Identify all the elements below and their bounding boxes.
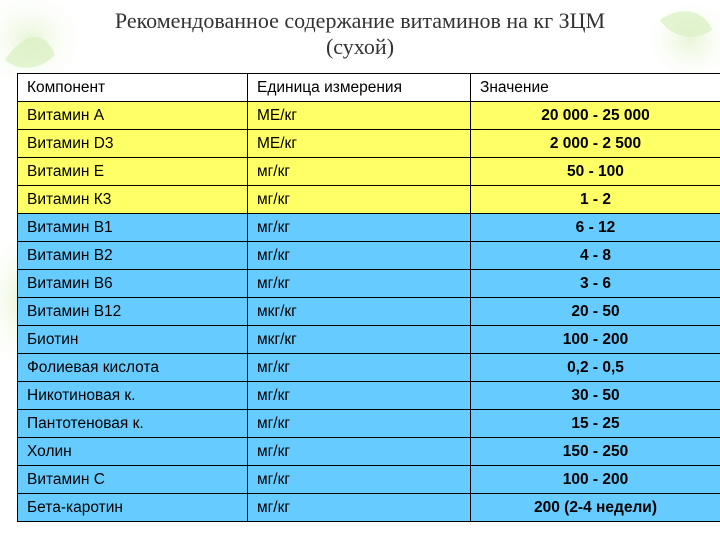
cell-unit: мкг/кг: [248, 298, 471, 326]
table-row: [18, 158, 720, 186]
cell-value: 50 - 100: [471, 158, 720, 186]
table-row: [18, 270, 720, 298]
table-row: [18, 494, 720, 522]
cell-unit: мг/кг: [248, 410, 471, 438]
cell-component: Пантотеновая к.: [18, 410, 248, 438]
cell-unit: мг/кг: [248, 354, 471, 382]
cell-component: Витамин D3: [18, 130, 248, 158]
vitamin-table: [17, 73, 720, 522]
table-row: [18, 102, 720, 130]
cell-unit: мг/кг: [248, 382, 471, 410]
cell-component: Холин: [18, 438, 248, 466]
cell-component: Витамин В6: [18, 270, 248, 298]
cell-value: 0,2 - 0,5: [471, 354, 720, 382]
cell-unit: МЕ/кг: [248, 102, 471, 130]
table-row: [18, 242, 720, 270]
table-row: [18, 354, 720, 382]
cell-value: 100 - 200: [471, 466, 720, 494]
cell-value: 1 - 2: [471, 186, 720, 214]
cell-component: Витамин Е: [18, 158, 248, 186]
cell-value: 100 - 200: [471, 326, 720, 354]
table-row: [18, 438, 720, 466]
table-row: [18, 382, 720, 410]
header-component: Компонент: [18, 74, 248, 102]
cell-value: 15 - 25: [471, 410, 720, 438]
cell-unit: МЕ/кг: [248, 130, 471, 158]
cell-unit: мг/кг: [248, 494, 471, 522]
cell-component: Фолиевая кислота: [18, 354, 248, 382]
cell-value: 30 - 50: [471, 382, 720, 410]
table-row: [18, 214, 720, 242]
cell-component: Витамин В12: [18, 298, 248, 326]
cell-component: Витамин А: [18, 102, 248, 130]
cell-component: Витамин В1: [18, 214, 248, 242]
table-row: [18, 410, 720, 438]
table-row: [18, 326, 720, 354]
cell-unit: мг/кг: [248, 158, 471, 186]
cell-value: 20 - 50: [471, 298, 720, 326]
cell-value: 6 - 12: [471, 214, 720, 242]
cell-value: 4 - 8: [471, 242, 720, 270]
cell-value: 3 - 6: [471, 270, 720, 298]
table-row: [18, 298, 720, 326]
cell-component: Бета-каротин: [18, 494, 248, 522]
cell-value: 150 - 250: [471, 438, 720, 466]
table-row: [18, 130, 720, 158]
cell-unit: мг/кг: [248, 438, 471, 466]
cell-unit: мг/кг: [248, 242, 471, 270]
slide-title: [40, 8, 680, 60]
cell-unit: мг/кг: [248, 186, 471, 214]
cell-value: 200 (2-4 недели): [471, 494, 720, 522]
table-row: [18, 466, 720, 494]
cell-component: Витамин К3: [18, 186, 248, 214]
table-row: [18, 186, 720, 214]
cell-unit: мг/кг: [248, 466, 471, 494]
cell-component: Витамин С: [18, 466, 248, 494]
slide-title-line-1: Рекомендованное содержание витаминов на кг ЗЦМ: [114, 8, 606, 33]
cell-unit: мг/кг: [248, 270, 471, 298]
table-header-row: [18, 74, 720, 102]
header-unit: Единица измерения: [248, 74, 471, 102]
cell-component: Биотин: [18, 326, 248, 354]
cell-component: Витамин В2: [18, 242, 248, 270]
cell-value: 20 000 - 25 000: [471, 102, 720, 130]
cell-component: Никотиновая к.: [18, 382, 248, 410]
slide-title-line-2: (сухой): [325, 34, 395, 59]
cell-unit: мг/кг: [248, 214, 471, 242]
cell-value: 2 000 - 2 500: [471, 130, 720, 158]
cell-unit: мкг/кг: [248, 326, 471, 354]
header-value: Значение: [471, 74, 720, 102]
